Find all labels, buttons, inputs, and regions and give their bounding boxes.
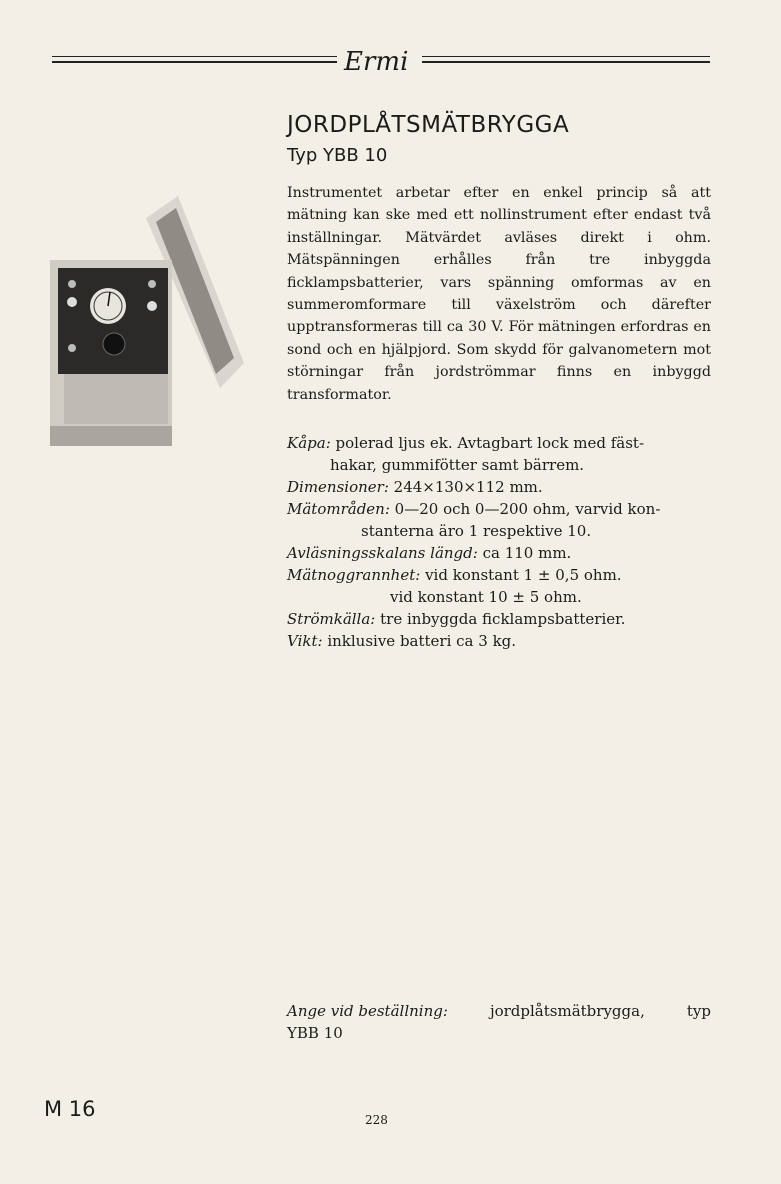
spec-key: Avläsningsskalans längd: [287, 544, 478, 562]
spec-list [287, 432, 711, 652]
spec-kapa [287, 432, 711, 454]
svg-text:Ermi: Ermi [344, 47, 409, 77]
spec-noggrannhet [287, 564, 711, 586]
spec-value: ca 110 mm. [482, 544, 572, 562]
spec-value: 0—20 och 0—200 ohm, varvid kon- [394, 500, 661, 518]
product-type: Typ YBB 10 [287, 145, 388, 166]
order-model: YBB 10 [287, 1024, 343, 1042]
page-code: M 16 [44, 1097, 96, 1121]
spec-key: Strömkälla: [287, 610, 376, 628]
order-value: jordplåtsmätbrygga, [489, 1002, 645, 1020]
order-value-typ: typ [686, 1002, 711, 1020]
spec-avlasning [287, 542, 711, 564]
spec-key: Vikt: [287, 632, 323, 650]
order-line [287, 1000, 711, 1022]
description-paragraph: Instrumentet arbetar efter en enkel princip så att mätning kan ske med ett nollinstrument efter endast två inställningar. Mätvärdet avläses direkt i ohm. Mätspänningen erhålles från tre inbyggda ficklampsbatterier, vars spänning omformas av en summeromformare till växelström och därefter upptransformeras till ca 30 V. För mätningen erfordras en sond och en hjälpjord. Som skydd för galvanometern mot störningar från jordströmmar finns en inbyggd transformator. [287, 185, 711, 403]
spec-key: Mätområden: [287, 500, 390, 518]
spec-value: inklusive batteri ca 3 kg. [327, 632, 517, 650]
ermi-logo [340, 40, 420, 82]
spec-value: polerad ljus ek. Avtagbart lock med fäst- [335, 434, 645, 452]
spec-value: vid konstant 1 ± 0,5 ohm. [425, 566, 622, 584]
spec-noggrannhet-cont: vid konstant 10 ± 5 ohm. [390, 588, 582, 606]
spec-key: Dimensioner: [287, 478, 389, 496]
spec-matomraden-cont: stanterna äro 1 respektive 10. [361, 522, 592, 540]
spec-matomraden [287, 498, 711, 520]
header-rule-right [422, 55, 710, 64]
product-photo [48, 188, 244, 446]
page-number: 228 [365, 1113, 388, 1127]
spec-value: tre inbyggda ficklampsbatterier. [380, 610, 626, 628]
spec-key: Mätnoggrannhet: [287, 566, 421, 584]
spec-kapa-cont: hakar, gummifötter samt bärrem. [330, 456, 585, 474]
spec-value: 244×130×112 mm. [393, 478, 543, 496]
product-title: JORDPLÅTSMÄTBRYGGA [287, 112, 570, 138]
spec-key: Kåpa: [287, 434, 331, 452]
header-rule-left [52, 55, 337, 64]
spec-dimensions [287, 476, 711, 498]
spec-vikt [287, 630, 711, 652]
order-note [287, 1000, 711, 1044]
order-key: Ange vid beställning: [287, 1002, 448, 1020]
spec-stromkalla [287, 608, 711, 630]
